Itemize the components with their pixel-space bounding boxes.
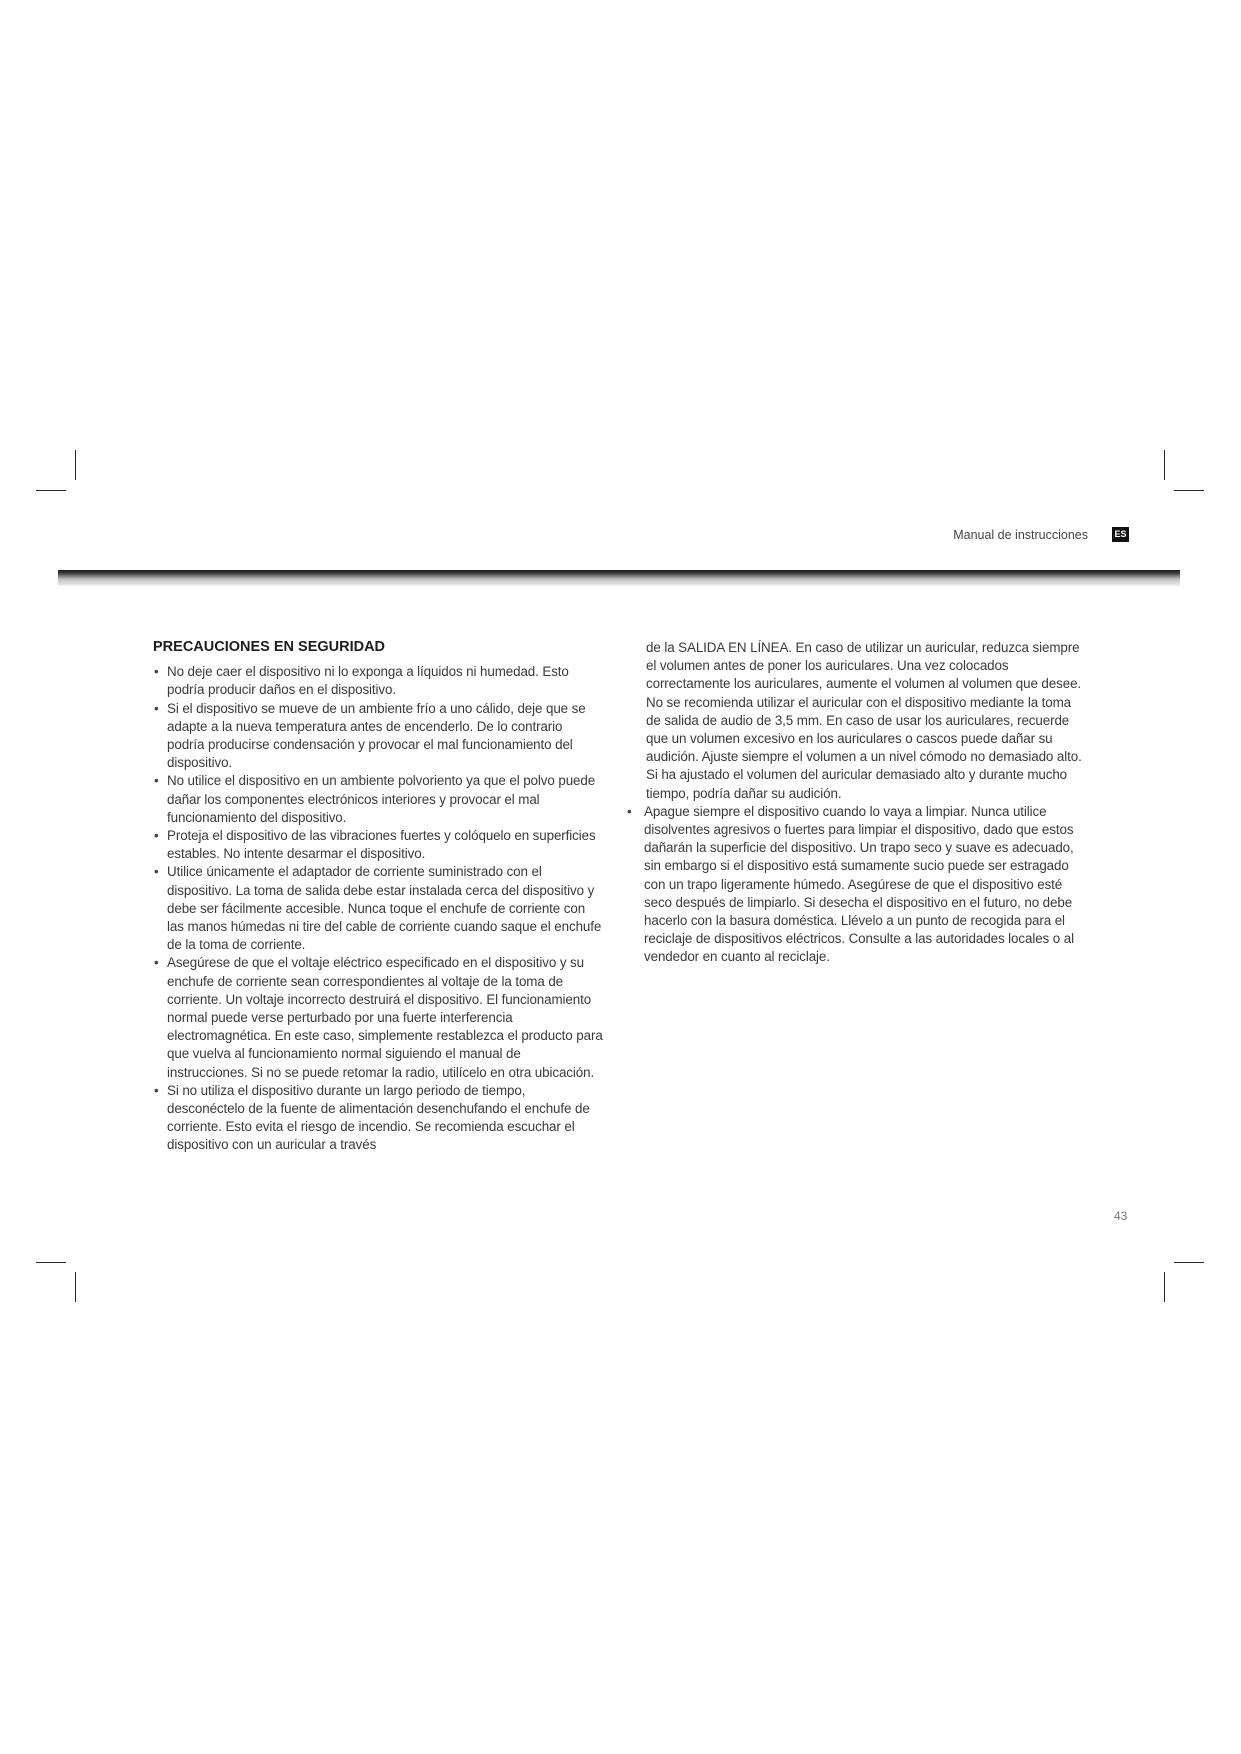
manual-title: Manual de instrucciones [953, 528, 1088, 542]
list-item: • Apague siempre el dispositivo cuando lo vaya a limpiar. Nunca utilice disolventes agresivos o fuertes para limpiar el dispositivo, dado que estos dañarán la superficie del dispositivo. Un trapo seco y suave es adecuado, sin embargo si el dispositivo está sumamente sucio puede ser estragado con un trapo ligeramente húmedo. Asegúrese de que el dispositivo esté seco después de limpiarlo. Si desecha el dispositivo en el futuro, no debe hacerlo con la basura doméstica. Llévelo a un punto de recogida para el reciclaje de dispositivos eléctricos. Consulte a las autoridades locales o al vendedor en cuanto al reciclaje. [626, 803, 1082, 967]
list-item: • Asegúrese de que el voltaje eléctrico especificado en el dispositivo y su enchufe de corriente sean correspondientes al voltaje de la toma de corriente. Un voltaje incorrecto destruirá el dispositivo. El funcionamiento normal puede verse perturbado por una fuerte interferencia electromagnética. En este caso, simplemente restablezca el producto para que vuelva al funcionamiento normal siguiendo el manual de instrucciones. Si no se puede retomar la radio, utilícelo en otra ubicación. [153, 954, 603, 1081]
list-item: • Si no utiliza el dispositivo durante un largo periodo de tiempo, desconéctelo de la fuente de alimentación desenchufando el enchufe de corriente. Esto evita el riesgo de incendio. Se recomienda escuchar el dispositivo con un auricular a través [153, 1082, 603, 1155]
continuation-paragraph: de la SALIDA EN LÍNEA. En caso de utilizar un auricular, reduzca siempre el volumen antes de poner los auriculares. Una vez colocados correctamente los auriculares, aumente el volumen al volumen que desee. No se recomienda utilizar el auricular con el dispositivo mediante la toma de salida de audio de 3,5 mm. En caso de usar los auriculares, recuerde que un volumen excesivo en los auriculares o cascos puede dañar su audición. Ajuste siempre el volumen a un nivel cómodo no demasiado alto. Si ha ajustado el volumen del auricular demasiado alto y durante mucho tiempo, podría dañar su audición. [646, 640, 1082, 801]
crop-mark-top-right-horizontal [1174, 490, 1204, 491]
safety-list [153, 663, 603, 1154]
left-column [153, 638, 603, 1155]
crop-mark-top-right-vertical [1164, 450, 1165, 480]
list-item: • Proteja el dispositivo de las vibraciones fuertes y colóquelo en superficies estables. No intente desarmar el dispositivo. [153, 827, 603, 863]
header-rule [58, 570, 1180, 586]
list-item: • Utilice únicamente el adaptador de corriente suministrado con el dispositivo. La toma de salida debe estar instalada cerca del dispositivo y debe ser fácilmente accesible. Nunca toque el enchufe de corriente con las manos húmedas ni tire del cable de corriente cuando saque el enchufe de la toma de corriente. [153, 863, 603, 954]
safety-list-continued [626, 803, 1082, 967]
crop-mark-bottom-right-vertical [1164, 1272, 1165, 1302]
crop-mark-bottom-left-horizontal [36, 1262, 66, 1263]
language-badge: ES [1112, 527, 1129, 542]
list-item: • Si el dispositivo se mueve de un ambiente frío a uno cálido, deje que se adapte a la nueva temperatura antes de encenderlo. De lo contrario podría producirse condensación y provocar el mal funcionamiento del dispositivo. [153, 700, 603, 773]
crop-mark-top-left-horizontal [36, 490, 66, 491]
page-number: 43 [1114, 1209, 1128, 1223]
crop-mark-bottom-left-vertical [75, 1272, 76, 1302]
list-item: • No utilice el dispositivo en un ambiente polvoriento ya que el polvo puede dañar los componentes electrónicos interiores y provocar el mal funcionamiento del dispositivo. [153, 772, 603, 827]
crop-mark-bottom-right-horizontal [1174, 1262, 1204, 1263]
crop-mark-top-left-vertical [75, 450, 76, 480]
list-item: • No deje caer el dispositivo ni lo exponga a líquidos ni humedad. Esto podría producir daños en el dispositivo. [153, 663, 603, 699]
section-heading: PRECAUCIONES EN SEGURIDAD [153, 639, 386, 655]
right-column [626, 639, 1082, 967]
